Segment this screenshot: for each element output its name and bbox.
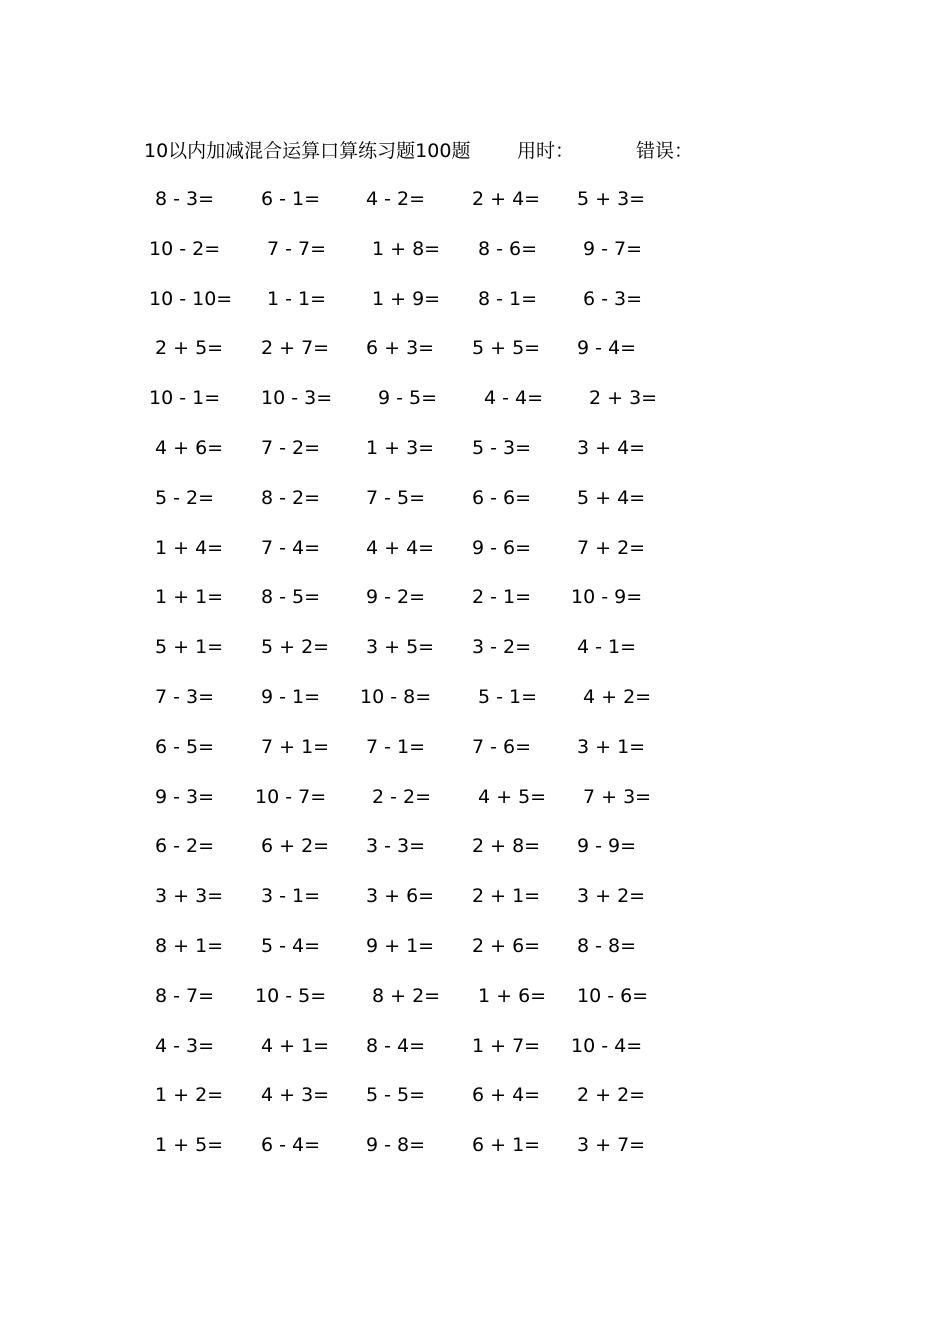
problem-cell: 5 - 2= [155, 487, 215, 509]
problem-cell: 10 - 9= [571, 586, 643, 608]
problem-row [0, 584, 950, 610]
problem-cell: 10 - 3= [261, 387, 333, 409]
problem-cell: 5 - 5= [366, 1084, 426, 1106]
problem-cell: 10 - 1= [149, 387, 221, 409]
problem-cell: 2 + 8= [472, 835, 541, 857]
problem-cell: 7 + 1= [261, 736, 330, 758]
problem-row [0, 883, 950, 909]
worksheet-title: 10以内加减混合运算口算练习题100题 [144, 140, 471, 162]
problem-cell: 3 - 1= [261, 885, 321, 907]
problem-cell: 6 - 5= [155, 736, 215, 758]
problem-cell: 8 - 3= [155, 188, 215, 210]
problem-cell: 7 - 5= [366, 487, 426, 509]
problem-cell: 4 - 3= [155, 1035, 215, 1057]
problem-cell: 7 - 2= [261, 437, 321, 459]
problem-cell: 6 + 3= [366, 337, 435, 359]
problem-cell: 2 + 3= [589, 387, 658, 409]
problem-cell: 10 - 4= [571, 1035, 643, 1057]
problem-cell: 2 + 6= [472, 935, 541, 957]
problem-cell: 9 - 4= [577, 337, 637, 359]
problem-cell: 9 - 9= [577, 835, 637, 857]
problem-cell: 5 + 3= [577, 188, 646, 210]
problem-cell: 10 - 8= [360, 686, 432, 708]
problem-cell: 8 - 7= [155, 985, 215, 1007]
problem-cell: 10 - 6= [577, 985, 649, 1007]
problem-cell: 6 + 1= [472, 1134, 541, 1156]
problem-cell: 9 - 7= [583, 238, 643, 260]
problem-cell: 4 + 5= [478, 786, 547, 808]
problem-row [0, 833, 950, 859]
problem-cell: 1 + 5= [155, 1134, 224, 1156]
problem-cell: 1 + 9= [372, 288, 441, 310]
problem-cell: 8 - 1= [478, 288, 538, 310]
problem-cell: 1 + 7= [472, 1035, 541, 1057]
problem-cell: 9 - 8= [366, 1134, 426, 1156]
problem-cell: 5 + 4= [577, 487, 646, 509]
problem-cell: 3 + 1= [577, 736, 646, 758]
problem-row [0, 186, 950, 212]
problem-cell: 6 - 3= [583, 288, 643, 310]
problem-cell: 2 - 2= [372, 786, 432, 808]
time-used-label: 用时： [517, 140, 575, 162]
problem-cell: 10 - 7= [255, 786, 327, 808]
problem-row [0, 684, 950, 710]
problem-row [0, 535, 950, 561]
problem-row [0, 286, 950, 312]
problem-cell: 5 - 4= [261, 935, 321, 957]
problem-cell: 6 - 2= [155, 835, 215, 857]
problem-cell: 4 + 4= [366, 537, 435, 559]
problem-row [0, 485, 950, 511]
problem-cell: 1 + 6= [478, 985, 547, 1007]
problem-row [0, 983, 950, 1009]
problem-cell: 2 - 1= [472, 586, 532, 608]
problem-cell: 4 + 6= [155, 437, 224, 459]
problem-cell: 9 - 6= [472, 537, 532, 559]
problem-cell: 5 - 3= [472, 437, 532, 459]
problem-cell: 3 + 6= [366, 885, 435, 907]
problem-cell: 7 + 3= [583, 786, 652, 808]
problem-cell: 4 - 1= [577, 636, 637, 658]
problem-cell: 6 - 6= [472, 487, 532, 509]
problem-cell: 1 + 1= [155, 586, 224, 608]
problem-cell: 2 + 5= [155, 337, 224, 359]
problem-row [0, 1132, 950, 1158]
problem-cell: 7 - 1= [366, 736, 426, 758]
problem-cell: 2 + 7= [261, 337, 330, 359]
problem-cell: 5 - 1= [478, 686, 538, 708]
problem-cell: 3 + 5= [366, 636, 435, 658]
problem-cell: 4 - 4= [484, 387, 544, 409]
problem-cell: 4 + 2= [583, 686, 652, 708]
problem-row [0, 1082, 950, 1108]
problem-row [0, 734, 950, 760]
problem-cell: 4 + 1= [261, 1035, 330, 1057]
problem-cell: 7 - 7= [267, 238, 327, 260]
problem-row [0, 634, 950, 660]
problem-cell: 10 - 5= [255, 985, 327, 1007]
problem-cell: 3 + 4= [577, 437, 646, 459]
problem-cell: 9 + 1= [366, 935, 435, 957]
problem-cell: 5 + 5= [472, 337, 541, 359]
problem-cell: 8 + 1= [155, 935, 224, 957]
problem-cell: 9 - 3= [155, 786, 215, 808]
problem-cell: 8 + 2= [372, 985, 441, 1007]
problem-cell: 2 + 1= [472, 885, 541, 907]
problem-cell: 8 - 2= [261, 487, 321, 509]
problem-cell: 9 - 2= [366, 586, 426, 608]
problem-row [0, 933, 950, 959]
problem-cell: 8 - 8= [577, 935, 637, 957]
problem-cell: 6 - 1= [261, 188, 321, 210]
problem-cell: 10 - 2= [149, 238, 221, 260]
problem-cell: 8 - 5= [261, 586, 321, 608]
problem-cell: 4 + 3= [261, 1084, 330, 1106]
problem-cell: 3 - 3= [366, 835, 426, 857]
problem-cell: 8 - 4= [366, 1035, 426, 1057]
problem-cell: 5 + 1= [155, 636, 224, 658]
problem-cell: 6 - 4= [261, 1134, 321, 1156]
problem-cell: 6 + 2= [261, 835, 330, 857]
problem-cell: 1 + 8= [372, 238, 441, 260]
problem-cell: 3 + 2= [577, 885, 646, 907]
problem-row [0, 435, 950, 461]
problem-cell: 4 - 2= [366, 188, 426, 210]
problem-cell: 3 + 3= [155, 885, 224, 907]
problem-cell: 1 + 2= [155, 1084, 224, 1106]
problem-cell: 9 - 5= [378, 387, 438, 409]
problem-cell: 9 - 1= [261, 686, 321, 708]
problem-cell: 7 - 6= [472, 736, 532, 758]
problem-cell: 10 - 10= [149, 288, 233, 310]
problem-cell: 1 + 3= [366, 437, 435, 459]
problem-cell: 1 - 1= [267, 288, 327, 310]
problem-row [0, 236, 950, 262]
problem-cell: 2 + 4= [472, 188, 541, 210]
problem-cell: 2 + 2= [577, 1084, 646, 1106]
problem-row [0, 385, 950, 411]
problem-cell: 3 - 2= [472, 636, 532, 658]
problem-cell: 7 - 4= [261, 537, 321, 559]
problem-cell: 7 + 2= [577, 537, 646, 559]
error-count-label: 错误： [636, 140, 694, 162]
problem-row [0, 1033, 950, 1059]
problem-row [0, 784, 950, 810]
problem-cell: 3 + 7= [577, 1134, 646, 1156]
problem-cell: 7 - 3= [155, 686, 215, 708]
problem-cell: 5 + 2= [261, 636, 330, 658]
problem-cell: 1 + 4= [155, 537, 224, 559]
problem-cell: 6 + 4= [472, 1084, 541, 1106]
problem-row [0, 335, 950, 361]
problem-cell: 8 - 6= [478, 238, 538, 260]
